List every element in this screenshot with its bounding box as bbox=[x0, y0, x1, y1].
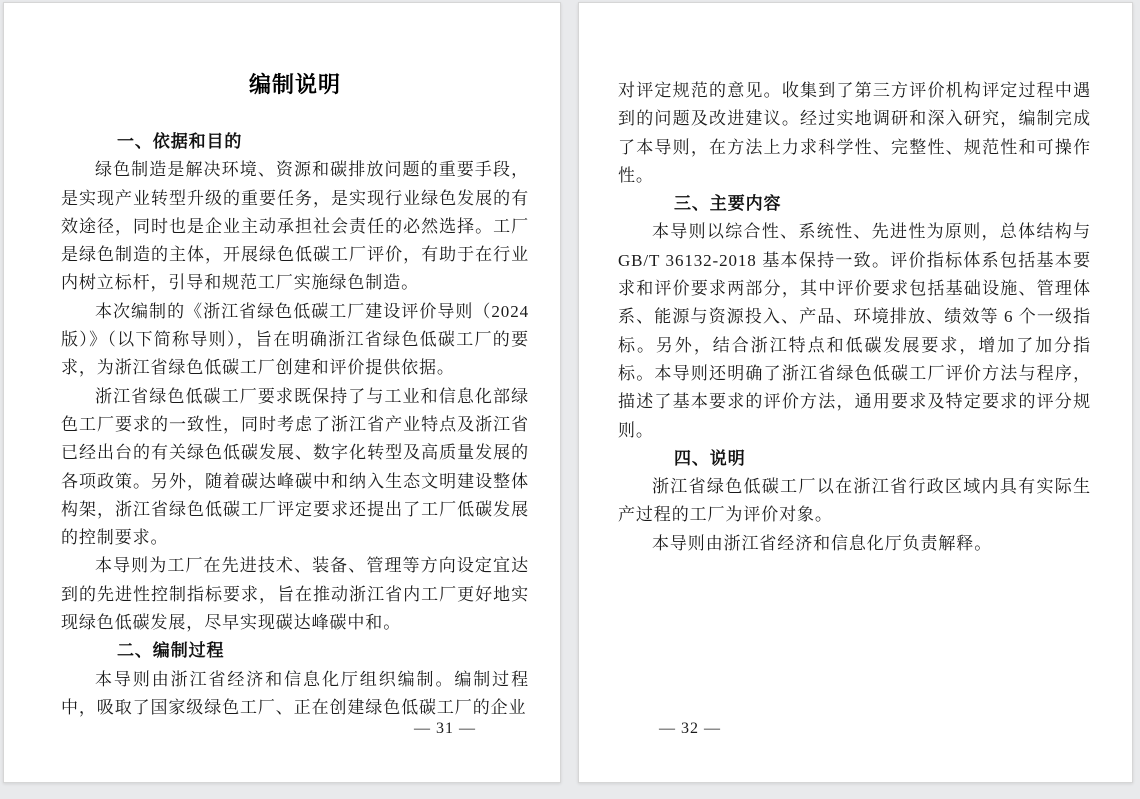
paragraph: 绿色制造是解决环境、资源和碳排放问题的重要手段，是实现产业转型升级的重要任务，是实现行业绿色发展的有效途径，同时也是企业主动承担社会责任的必然选择。工厂是绿色制造的主体，开展绿色低碳工厂评价，有助于在行业内树立标杆，引导和规范工厂实施绿色制造。 bbox=[61, 160, 529, 293]
section-heading-main-content: 三、主要内容 bbox=[674, 194, 782, 214]
section-heading-compilation-process: 二、编制过程 bbox=[117, 641, 225, 661]
paragraph: 本导则由浙江省经济和信息化厅组织编制。编制过程中，吸取了国家级绿色工厂、正在创建绿色低碳工厂的企业 bbox=[61, 669, 529, 717]
paragraph: 本次编制的《浙江省绿色低碳工厂建设评价导则（2024版）》（以下简称导则），旨在明确浙江省绿色低碳工厂的要求，为浙江省绿色低碳工厂创建和评价提供依据。 bbox=[61, 301, 529, 378]
page-number-32: — 32 — bbox=[659, 720, 721, 737]
paragraph: 浙江省绿色低碳工厂以在浙江省行政区域内具有实际生产过程的工厂为评价对象。 bbox=[618, 477, 1091, 525]
document-title: 编制说明 bbox=[248, 72, 341, 97]
paragraph: 本导则为工厂在先进技术、装备、管理等方向设定宜达到的先进性控制指标要求，旨在推动浙江省内工厂更好地实现绿色低碳发展，尽早实现碳达峰碳中和。 bbox=[61, 556, 529, 633]
paragraph-continuation: 对评定规范的意见。收集到了第三方评价机构评定过程中遇到的问题及改进建议。经过实地调研和深入研究，编制完成了本导则，在方法上力求科学性、完整性、规范性和可操作性。 bbox=[618, 81, 1091, 185]
paragraph: 浙江省绿色低碳工厂要求既保持了与工业和信息化部绿色工厂要求的一致性，同时考虑了浙江省产业特点及浙江省已经出台的有关绿色低碳发展、数字化转型及高质量发展的各项政策。另外，随着碳达峰碳中和纳入生态文明建设整体构架，浙江省绿色低碳工厂评定要求还提出了工厂低碳发展的控制要求。 bbox=[61, 386, 529, 548]
paragraph: 本导则由浙江省经济和信息化厅负责解释。 bbox=[652, 533, 993, 553]
page-left bbox=[3, 2, 561, 783]
page-number-31: — 31 — bbox=[414, 720, 476, 737]
section-heading-notes: 四、说明 bbox=[674, 448, 746, 468]
page-right bbox=[578, 2, 1133, 783]
paragraph: 本导则以综合性、系统性、先进性为原则，总体结构与GB/T 36132-2018 基本保持一致。评价指标体系包括基本要求和评价要求两部分，其中评价要求包括基础设施、管理体系、能源与资源投入、产品、环境排放、绩效等 6 个一级指标。另外，结合浙江特点和低碳发展要求，增加了加分指标。本导则还明确了浙江省绿色低碳工厂评价方法与程序，描述了基本要求的评价方法，通用要求及特定要求的评分规则。 bbox=[618, 222, 1091, 440]
section-heading-basis-and-purpose: 一、依据和目的 bbox=[117, 132, 243, 151]
